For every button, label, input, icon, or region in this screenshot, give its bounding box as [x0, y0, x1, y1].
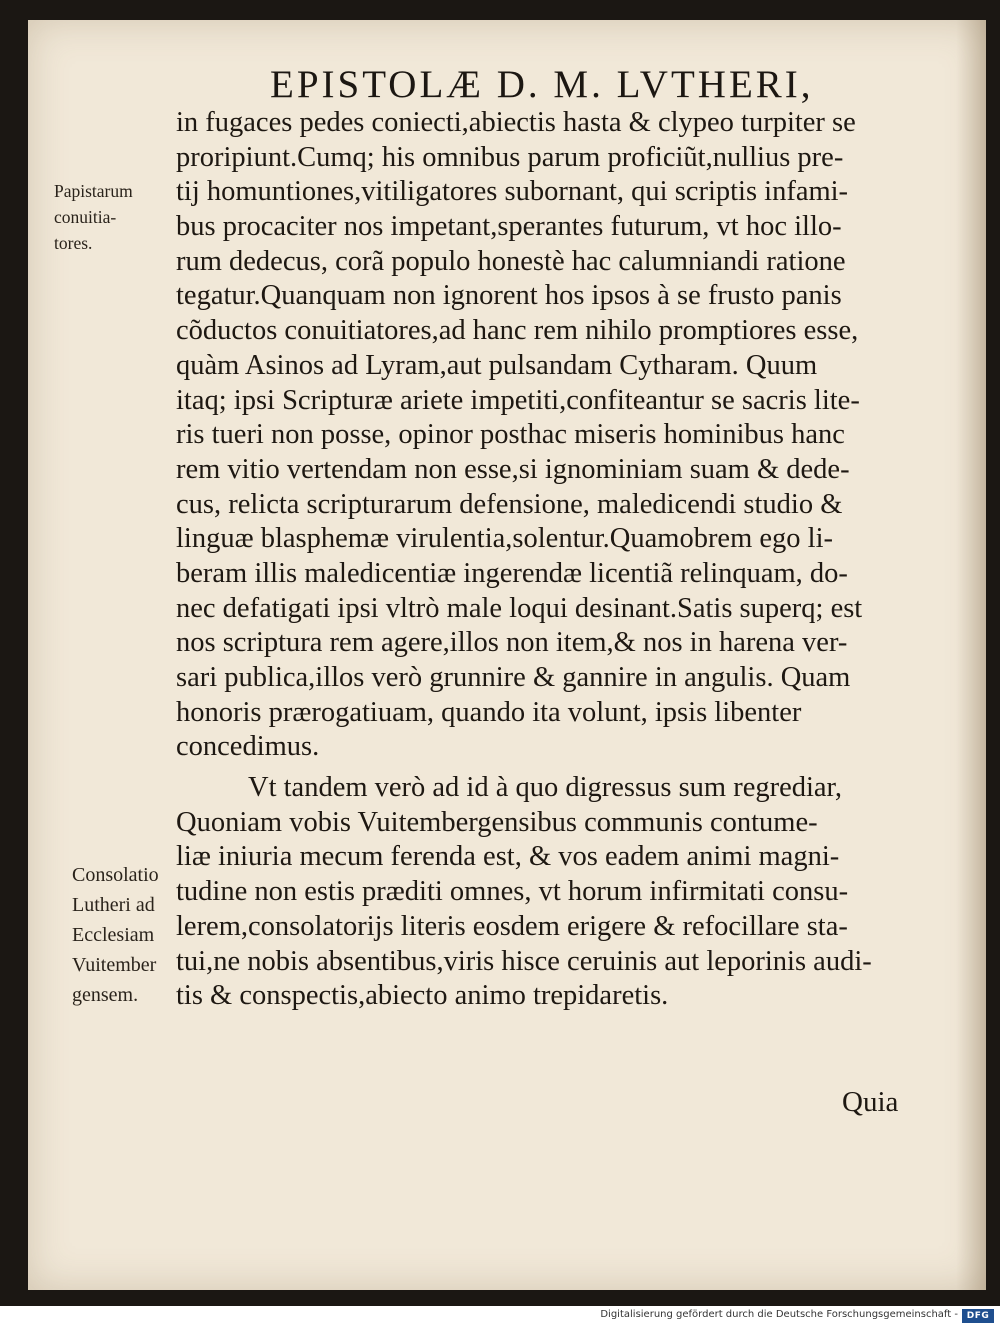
margin-note-line: Lutheri ad [72, 894, 155, 916]
text-line: Quoniam vobis Vuitembergensibus communis contume- [176, 806, 818, 838]
text-line: concedimus. [176, 731, 320, 763]
text-line: tis & conspectis,abiecto animo trepidaretis. [176, 980, 669, 1012]
text-line: beram illis maledicentiæ ingerendæ licentiã relinquam, do- [176, 557, 848, 589]
margin-note-line: conuitia- [54, 207, 117, 227]
text-line: tegatur.Quanquam non ignorent hos ipsos à se frusto panis [176, 280, 842, 312]
margin-note-line: Ecclesiam [72, 924, 155, 946]
text-line: Vt tandem verò ad id à quo digressus sum regrediar, [248, 772, 843, 804]
text-line: tij homuntiones,vitiligatores subornant, qui scriptis infami- [176, 176, 849, 208]
margin-note-line: gensem. [72, 984, 139, 1006]
margin-note-line: Papistarum [54, 181, 133, 201]
footer-bar [0, 1306, 1000, 1326]
margin-note-papistarum [54, 178, 189, 256]
margin-note-line: tores. [54, 233, 93, 253]
text-line: itaq; ipsi Scripturæ ariete impetiti,confiteantur se sacris lite- [176, 384, 860, 416]
funding-credit: Digitalisierung gefördert durch die Deutsche Forschungsgemeinschaft - [600, 1309, 958, 1320]
text-line: cõductos conuitiatores,ad hanc rem nihilo promptiores esse, [176, 315, 859, 347]
text-line: cus, relicta scripturarum defensione, maledicendi studio & [176, 488, 843, 520]
text-line: nec defatigati ipsi vltrò male loqui desinant.Satis superq; est [176, 592, 863, 624]
text-line: quàm Asinos ad Lyram,aut pulsandam Cytharam. Quum [176, 349, 818, 381]
text-line: ris tueri non posse, opinor posthac miseris hominibus hanc [176, 419, 845, 451]
page-edge-shadow [956, 20, 986, 1290]
catchword: Quia [842, 1086, 899, 1118]
text-line: rem vitio vertendam non esse,si ignominiam suam & dede- [176, 453, 850, 485]
margin-note-line: Vuitember [72, 954, 157, 976]
running-head: EPISTOLÆ D. M. LVTHERI, [270, 63, 814, 106]
text-line: proripiunt.Cumq; his omnibus parum proficiũt,nullius pre- [176, 141, 844, 173]
text-line: bus procaciter nos impetant,sperantes futurum, vt hoc illo- [176, 211, 842, 243]
text-line: in fugaces pedes coniecti,abiectis hasta & clypeo turpiter se [176, 107, 856, 138]
text-line: tui,ne nobis absentibus,viris hisce ceruinis aut leporinis audi- [176, 945, 872, 977]
text-line: rum dedecus, corã populo honestè hac calumniandi ratione [176, 245, 846, 277]
text-line: honoris prærogatiuam, quando ita volunt, ipsis libenter [176, 696, 802, 728]
text-line: sari publica,illos verò grunnire & gannire in angulis. Quam [176, 662, 851, 693]
margin-note-line: Consolatio [72, 864, 159, 886]
text-line: lerem,consolatorijs literis eosdem erigere & refocillare sta- [176, 910, 848, 942]
text-line: nos scriptura rem agere,illos non item,& nos in harena ver- [176, 627, 848, 659]
text-line: liæ iniuria mecum ferenda est, & vos eadem animi magni- [176, 841, 840, 873]
text-line: linguæ blasphemæ virulentia,solentur.Quamobrem ego li- [176, 523, 833, 555]
text-line: tudine non estis præditi omnes, vt horum infirmitati consu- [176, 876, 849, 908]
dfg-logo: DFG [962, 1309, 994, 1323]
body-text [176, 106, 908, 1014]
